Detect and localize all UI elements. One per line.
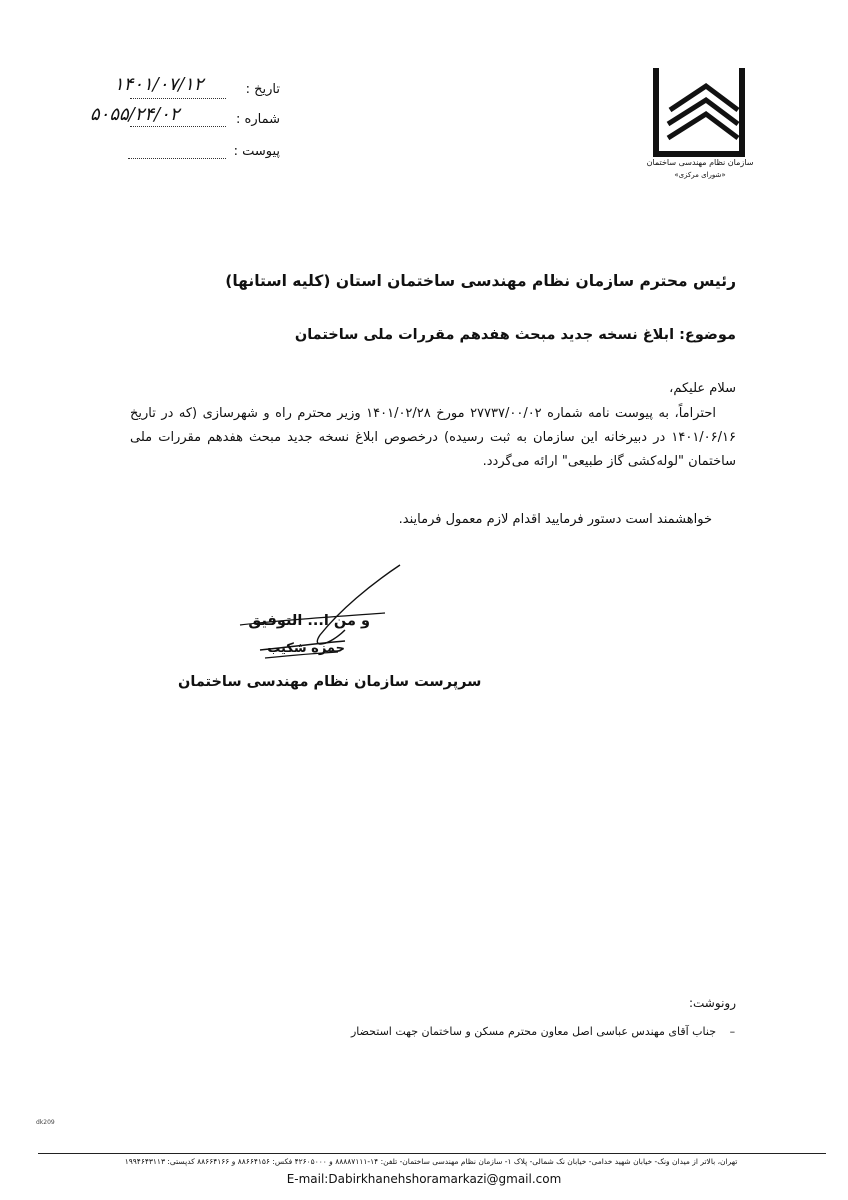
- number-label: شماره :: [236, 112, 280, 127]
- cc-label: رونوشت:: [688, 996, 736, 1010]
- body-paragraph-2: خواهشمند است دستور فرمایید اقدام لازم معمول فرمایند.: [398, 512, 712, 527]
- number-value: ۵۰۵۵/۲۴/۰۲: [90, 104, 180, 125]
- cc-item-text: جناب آقای مهندس عباسی اصل معاون محترم مسکن و ساختمان جهت استحضار: [350, 1025, 716, 1038]
- date-value: ۱۴۰۱/۰۷/۱۲: [114, 74, 204, 95]
- subject: موضوع: ابلاغ نسخه جدید مبحث هفدهم مقررات ملی ساختمان: [294, 327, 736, 343]
- attachment-underline: [128, 158, 226, 159]
- cc-list-item: [296, 1020, 736, 1039]
- header-meta: [90, 72, 280, 167]
- greeting: سلام علیکم،: [669, 381, 736, 396]
- number-underline: [130, 126, 226, 127]
- signature-name: حمزه شکیب: [267, 641, 345, 656]
- signature-title: سرپرست سازمان نظام مهندسی ساختمان: [178, 674, 482, 690]
- cc-bullet-icon: –: [729, 1025, 736, 1038]
- footer-address: تهران، بالاتر از میدان ونک- خیابان شهید خدامی- خیابان نک شمالی- پلاک ۱- سازمان نظام مهندسی ساختمان- تلفن: ۱۴-۸۸۸۸۷۱۱۱ و ۴۲۶۰۵۰۰۰ فکس: ۸۸۶۶۴۱۵۶ و ۸۸۶۶۴۱۶۶ کدپستی: ۱۹۹۴۶۴۳۱۱۳: [124, 1157, 738, 1166]
- signature-closing: و من ا... التوفیق: [248, 613, 370, 629]
- logo: [640, 66, 758, 196]
- logo-subtitle: «شورای مرکزی»: [674, 171, 726, 179]
- body-paragraph-1: احتراماً، به پیوست نامه شماره ۲۷۷۳۷/۰۰/۰۲ مورخ ۱۴۰۱/۰۲/۲۸ وزیر محترم راه و شهرسازی (که در تاریخ ۱۴۰۱/۰۶/۱۶ در دبیرخانه این سازمان به ثبت رسیده) درخصوص ابلاغ نسخه جدید مبحث هفدهم مقررات ملی ساختمان "لوله‌کشی گاز طبیعی" ارائه می‌گردد.: [130, 406, 736, 470]
- footer-email[interactable]: E-mail:Dabirkhanehshoramarkazi@gmail.com: [286, 1172, 562, 1186]
- addressee: رئیس محترم سازمان نظام مهندسی ساختمان استان (کلیه استانها): [225, 272, 736, 290]
- date-label: تاریخ :: [245, 82, 280, 97]
- document-id: dk209: [36, 1119, 55, 1126]
- footer-rule: [38, 1153, 826, 1154]
- logo-org-name: سازمان نظام مهندسی ساختمان: [646, 158, 754, 167]
- attachment-label: پیوست :: [233, 144, 280, 159]
- organization-logo-icon: [646, 66, 750, 160]
- date-underline: [130, 98, 226, 99]
